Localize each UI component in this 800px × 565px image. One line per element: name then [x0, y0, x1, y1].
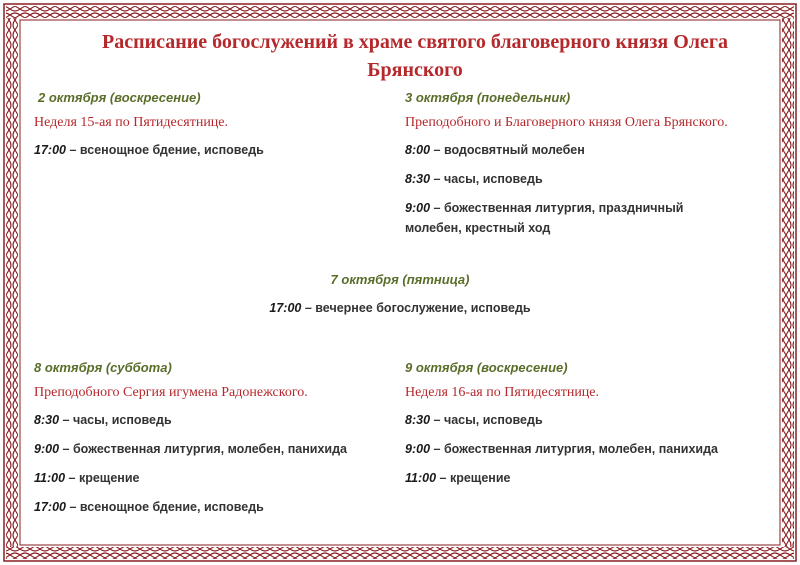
- day-feast: Неделя 16-ая по Пятидесятнице.: [405, 385, 600, 400]
- day-block-oct-2: [34, 90, 394, 169]
- service-line: [405, 140, 770, 160]
- service-time: 9:00: [34, 442, 60, 456]
- service-text: крещение: [449, 471, 511, 485]
- day-block-oct-7: [0, 272, 800, 327]
- service-text: часы, исповедь: [72, 413, 172, 427]
- day-feast: Преподобного и Благоверного князя Олега Брянского.: [405, 115, 728, 130]
- service-text: божественная литургия, праздничный молебен, крестный ход: [405, 201, 684, 235]
- service-dash: –: [301, 301, 316, 315]
- day-date: 3 октября (понедельник): [405, 90, 571, 105]
- day-date: 7 октября (пятница): [330, 272, 470, 287]
- service-line: [34, 410, 394, 430]
- service-time: 9:00: [405, 442, 431, 456]
- day-feast: Преподобного Сергия игумена Радонежского.: [34, 385, 308, 400]
- service-text: часы, исповедь: [443, 172, 543, 186]
- day-date: 9 октября (воскресение): [405, 360, 568, 375]
- service-dash: –: [65, 143, 80, 157]
- service-line: [34, 468, 394, 488]
- service-line: [405, 410, 770, 430]
- service-time: 11:00: [34, 471, 66, 485]
- service-dash: –: [65, 500, 80, 514]
- service-line: [0, 298, 800, 318]
- day-date: 2 октября (воскресение): [38, 90, 201, 105]
- day-feast: Неделя 15-ая по Пятидесятнице.: [34, 115, 229, 130]
- service-dash: –: [65, 471, 79, 485]
- service-time: 11:00: [405, 471, 437, 485]
- page-title: Расписание богослужений в храме святого благоверного князя Олега Брянского: [101, 31, 728, 81]
- day-block-oct-9: [405, 360, 770, 497]
- service-time: 9:00: [405, 201, 431, 215]
- service-text: божественная литургия, молебен, панихида: [72, 442, 347, 456]
- service-time: 8:00: [405, 143, 431, 157]
- service-text: крещение: [78, 471, 140, 485]
- day-date: 8 октября (суббота): [34, 360, 172, 375]
- service-time: 8:30: [405, 413, 431, 427]
- service-line: [34, 497, 394, 517]
- service-line: [405, 468, 770, 488]
- service-dash: –: [430, 201, 444, 215]
- service-text: божественная литургия, молебен, панихида: [443, 442, 718, 456]
- day-block-oct-8: [34, 360, 394, 526]
- service-dash: –: [436, 471, 450, 485]
- service-dash: –: [59, 413, 73, 427]
- day-block-oct-3: [405, 90, 770, 247]
- service-dash: –: [430, 172, 444, 186]
- service-time: 17:00: [34, 500, 66, 514]
- service-text: вечернее богослужение, исповедь: [315, 301, 531, 315]
- service-text: часы, исповедь: [443, 413, 543, 427]
- service-dash: –: [430, 413, 444, 427]
- service-line: [34, 439, 394, 459]
- service-line: [405, 198, 715, 238]
- service-time: 17:00: [269, 301, 302, 315]
- service-dash: –: [59, 442, 73, 456]
- service-line: [405, 169, 770, 189]
- service-text: всенощное бдение, исповедь: [79, 143, 264, 157]
- service-time: 17:00: [34, 143, 66, 157]
- service-line: [405, 439, 770, 459]
- service-time: 8:30: [34, 413, 60, 427]
- service-line: [34, 140, 394, 160]
- service-text: водосвятный молебен: [443, 143, 585, 157]
- service-time: 8:30: [405, 172, 431, 186]
- service-dash: –: [430, 143, 444, 157]
- service-text: всенощное бдение, исповедь: [79, 500, 264, 514]
- service-dash: –: [430, 442, 444, 456]
